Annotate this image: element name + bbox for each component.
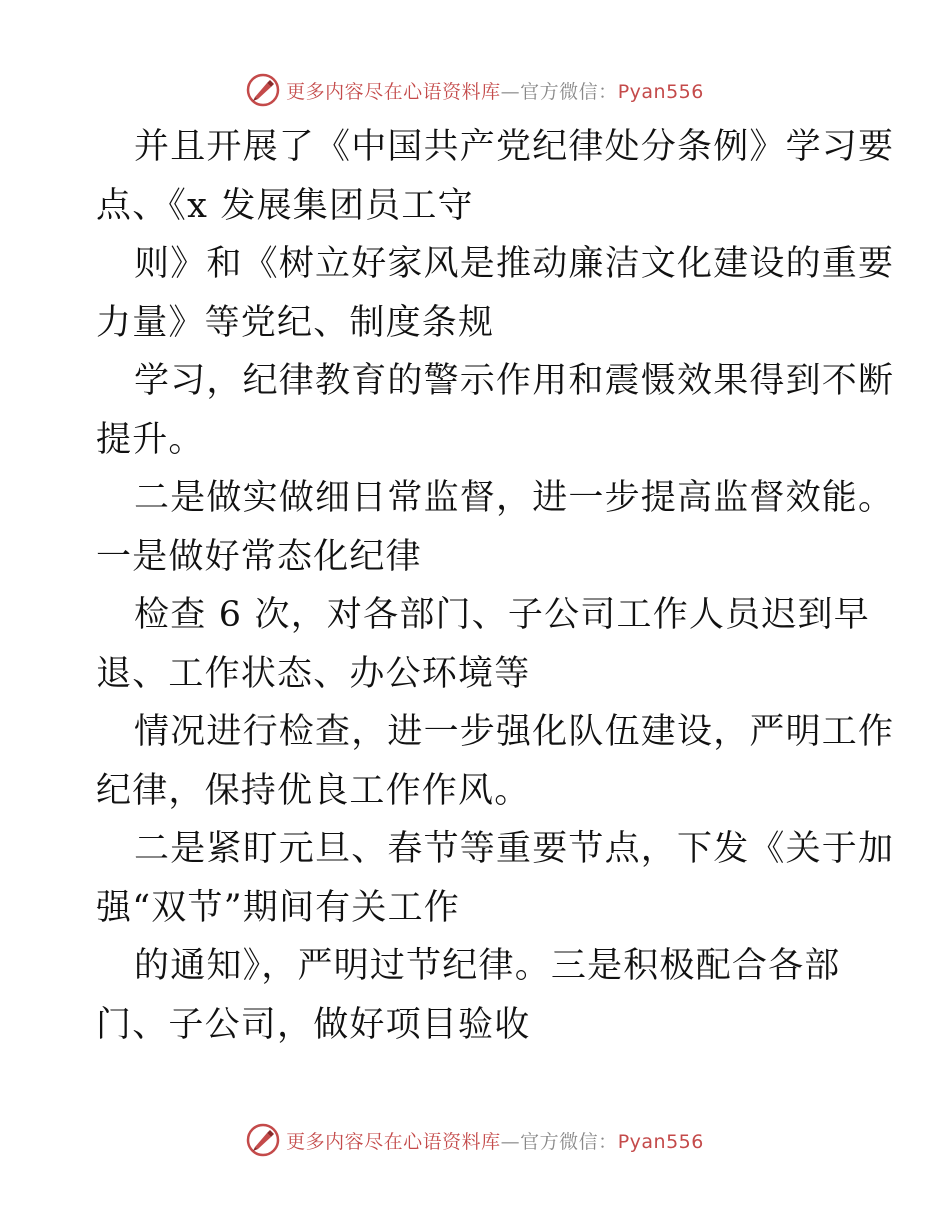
text-line-15: 的通知》，严明过节纪律。三是积极配合各部 — [134, 946, 841, 986]
banner-separator: — — [500, 1130, 521, 1153]
footer-banner — [0, 1120, 950, 1160]
text-line-7: 二是做实做细日常监督，进一步提高监督效能。 — [134, 478, 895, 518]
banner-label: 官方微信： — [520, 1130, 618, 1153]
banner-wechat-id: Pyan556 — [617, 1130, 704, 1153]
text-line-11: 情况进行检查，进一步强化队伍建设，严明工作 — [134, 712, 895, 752]
text-line-4: 力量》等党纪、制度条规 — [96, 302, 495, 343]
text-line-12: 纪律，保持优良工作作风。 — [96, 770, 531, 811]
text-line-10: 退、工作状态、办公环境等 — [96, 653, 531, 694]
text-line-2: 点、《x 发展集团员工守 — [96, 185, 474, 226]
text-line-8: 一是做好常态化纪律 — [96, 536, 422, 577]
pen-nib-icon — [246, 73, 280, 107]
text-line-6: 提升。 — [96, 419, 205, 460]
text-line-14: 强“双节”期间有关工作 — [96, 887, 460, 928]
text-line-1: 并且开展了《中国共产党纪律处分条例》学习要 — [134, 127, 895, 167]
document-body — [96, 118, 895, 1054]
header-banner — [0, 70, 950, 110]
banner-separator: — — [500, 80, 521, 103]
text-line-16: 门、子公司，做好项目验收 — [96, 1004, 531, 1045]
text-line-9: 检查 6 次，对各部门、子公司工作人员迟到早 — [134, 595, 870, 635]
banner-label: 官方微信： — [520, 80, 618, 103]
banner-prefix: 更多内容尽在心语资料库 — [286, 80, 501, 103]
text-line-3: 则》和《树立好家风是推动廉洁文化建设的重要 — [134, 244, 895, 284]
banner-text — [286, 77, 704, 104]
text-line-13: 二是紧盯元旦、春节等重要节点，下发《关于加 — [134, 829, 895, 869]
banner-prefix: 更多内容尽在心语资料库 — [286, 1130, 501, 1153]
text-line-5: 学习，纪律教育的警示作用和震慑效果得到不断 — [134, 361, 895, 401]
banner-wechat-id: Pyan556 — [617, 80, 704, 103]
banner-text — [286, 1127, 704, 1154]
pen-nib-icon — [246, 1123, 280, 1157]
